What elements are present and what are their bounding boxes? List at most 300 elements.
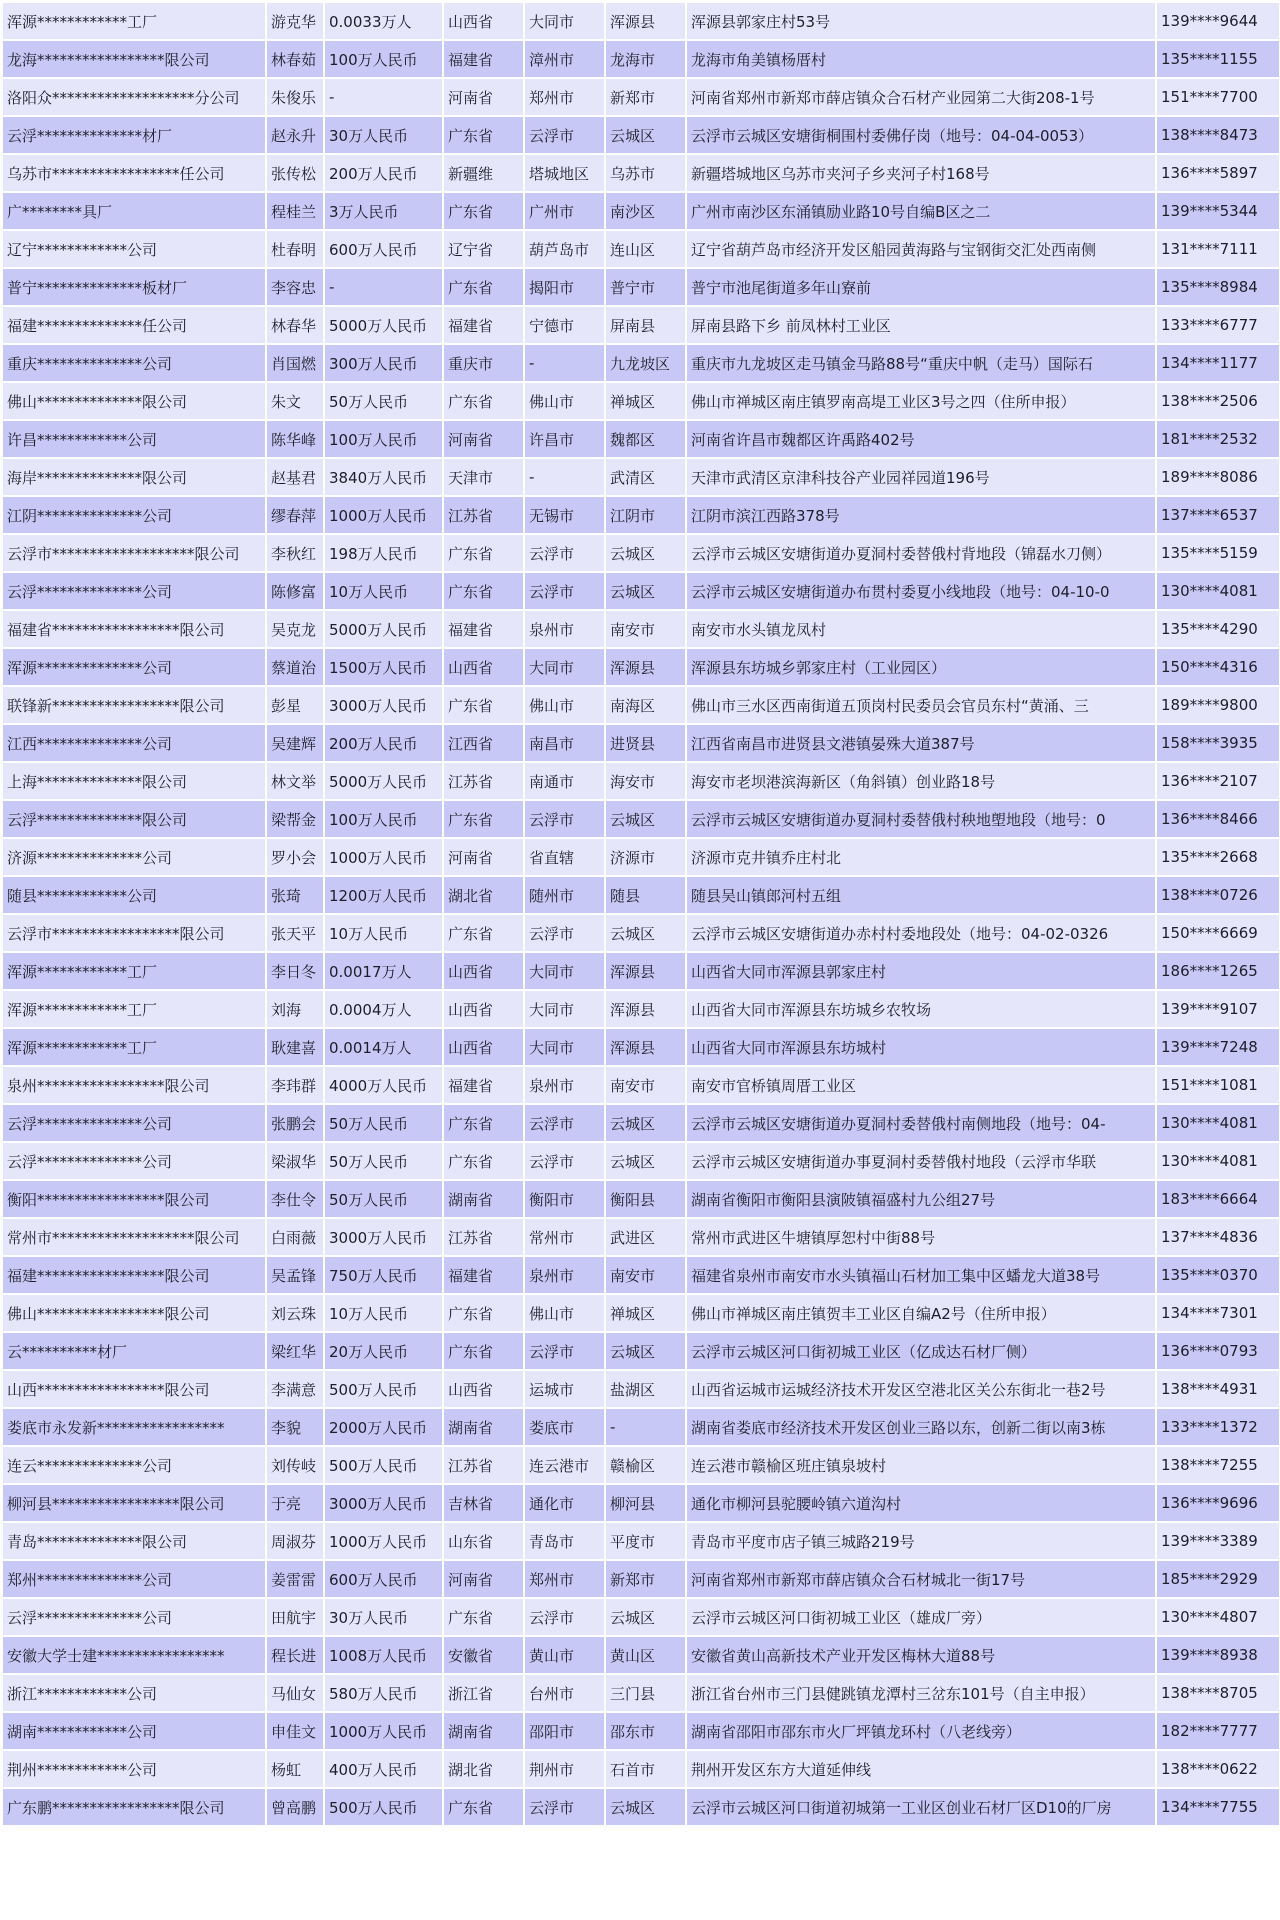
phone-cell: 139****5344	[1157, 193, 1279, 229]
registered-capital-cell: -	[325, 269, 442, 305]
table-row	[3, 687, 1279, 723]
legal-person-cell: 朱俊乐	[267, 79, 323, 115]
registered-capital-cell: 200万人民币	[325, 725, 442, 761]
city-cell: 常州市	[525, 1219, 604, 1255]
address-cell: 龙海市角美镇杨厝村	[687, 41, 1155, 77]
table-body	[3, 3, 1279, 1825]
district-cell: 南海区	[606, 687, 685, 723]
company-name-cell: 许昌************公司	[3, 421, 265, 457]
registered-capital-cell: 500万人民币	[325, 1789, 442, 1825]
district-cell: 柳河县	[606, 1485, 685, 1521]
company-name-cell: 云浮**************材厂	[3, 117, 265, 153]
address-cell: 江阴市滨江西路378号	[687, 497, 1155, 533]
province-cell: 广东省	[444, 117, 523, 153]
city-cell: 揭阳市	[525, 269, 604, 305]
city-cell: 云浮市	[525, 1105, 604, 1141]
district-cell: 云城区	[606, 1143, 685, 1179]
company-name-cell: 云**********材厂	[3, 1333, 265, 1369]
table-row	[3, 1485, 1279, 1521]
province-cell: 山西省	[444, 1029, 523, 1065]
table-row	[3, 1751, 1279, 1787]
legal-person-cell: 李秋红	[267, 535, 323, 571]
company-name-cell: 云浮**************公司	[3, 1599, 265, 1635]
legal-person-cell: 杜春明	[267, 231, 323, 267]
phone-cell: 139****7248	[1157, 1029, 1279, 1065]
registered-capital-cell: 580万人民币	[325, 1675, 442, 1711]
registered-capital-cell: 600万人民币	[325, 1561, 442, 1597]
phone-cell: 138****4931	[1157, 1371, 1279, 1407]
district-cell: 云城区	[606, 1333, 685, 1369]
address-cell: 河南省郑州市新郑市薛店镇众合石材产业园第二大街208-1号	[687, 79, 1155, 115]
registered-capital-cell: 1008万人民币	[325, 1637, 442, 1673]
legal-person-cell: 张传松	[267, 155, 323, 191]
company-name-cell: 安徽大学士建*****************	[3, 1637, 265, 1673]
legal-person-cell: 赵永升	[267, 117, 323, 153]
address-cell: 安徽省黄山高新技术产业开发区梅林大道88号	[687, 1637, 1155, 1673]
province-cell: 福建省	[444, 307, 523, 343]
address-cell: 山西省大同市浑源县东坊城村	[687, 1029, 1155, 1065]
registered-capital-cell: 2000万人民币	[325, 1409, 442, 1445]
city-cell: 广州市	[525, 193, 604, 229]
legal-person-cell: 肖国燃	[267, 345, 323, 381]
registered-capital-cell: 3000万人民币	[325, 687, 442, 723]
city-cell: 云浮市	[525, 117, 604, 153]
address-cell: 佛山市三水区西南街道五顶岗村民委员会官员东村“黄涌、三	[687, 687, 1155, 723]
district-cell: 南安市	[606, 611, 685, 647]
legal-person-cell: 李日冬	[267, 953, 323, 989]
address-cell: 荆州开发区东方大道延伸线	[687, 1751, 1155, 1787]
legal-person-cell: 张琦	[267, 877, 323, 913]
phone-cell: 136****2107	[1157, 763, 1279, 799]
registered-capital-cell: 0.0004万人	[325, 991, 442, 1027]
legal-person-cell: 刘传岐	[267, 1447, 323, 1483]
company-name-cell: 辽宁************公司	[3, 231, 265, 267]
legal-person-cell: 陈华峰	[267, 421, 323, 457]
registered-capital-cell: 50万人民币	[325, 383, 442, 419]
table-row	[3, 1371, 1279, 1407]
legal-person-cell: 赵基君	[267, 459, 323, 495]
registered-capital-cell: 300万人民币	[325, 345, 442, 381]
district-cell: 乌苏市	[606, 155, 685, 191]
registered-capital-cell: 0.0033万人	[325, 3, 442, 39]
registered-capital-cell: -	[325, 79, 442, 115]
city-cell: 漳州市	[525, 41, 604, 77]
company-name-cell: 佛山**************限公司	[3, 383, 265, 419]
company-name-cell: 浑源**************公司	[3, 649, 265, 685]
table-row	[3, 915, 1279, 951]
province-cell: 广东省	[444, 687, 523, 723]
company-name-cell: 浙江************公司	[3, 1675, 265, 1711]
district-cell: 石首市	[606, 1751, 685, 1787]
table-row	[3, 79, 1279, 115]
province-cell: 山西省	[444, 1371, 523, 1407]
city-cell: 随州市	[525, 877, 604, 913]
registered-capital-cell: 100万人民币	[325, 421, 442, 457]
registered-capital-cell: 1200万人民币	[325, 877, 442, 913]
city-cell: -	[525, 345, 604, 381]
province-cell: 重庆市	[444, 345, 523, 381]
company-name-cell: 乌苏市*****************任公司	[3, 155, 265, 191]
phone-cell: 134****1177	[1157, 345, 1279, 381]
table-row	[3, 839, 1279, 875]
district-cell: 黄山区	[606, 1637, 685, 1673]
table-row	[3, 801, 1279, 837]
address-cell: 佛山市禅城区南庄镇贺丰工业区自编A2号（住所申报）	[687, 1295, 1155, 1331]
company-name-cell: 浑源************工厂	[3, 991, 265, 1027]
address-cell: 湖南省衡阳市衡阳县演陂镇福盛村九公组27号	[687, 1181, 1155, 1217]
province-cell: 广东省	[444, 269, 523, 305]
table-row	[3, 1029, 1279, 1065]
province-cell: 广东省	[444, 573, 523, 609]
phone-cell: 181****2532	[1157, 421, 1279, 457]
company-name-cell: 云浮**************限公司	[3, 801, 265, 837]
city-cell: 泉州市	[525, 611, 604, 647]
address-cell: 山西省大同市浑源县郭家庄村	[687, 953, 1155, 989]
registered-capital-cell: 3000万人民币	[325, 1485, 442, 1521]
company-name-cell: 娄底市永发新*****************	[3, 1409, 265, 1445]
table-row	[3, 1143, 1279, 1179]
address-cell: 江西省南昌市进贤县文港镇晏殊大道387号	[687, 725, 1155, 761]
city-cell: 佛山市	[525, 1295, 604, 1331]
province-cell: 广东省	[444, 383, 523, 419]
city-cell: 娄底市	[525, 1409, 604, 1445]
province-cell: 湖北省	[444, 1751, 523, 1787]
city-cell: 云浮市	[525, 801, 604, 837]
city-cell: 宁德市	[525, 307, 604, 343]
company-name-cell: 浑源************工厂	[3, 1029, 265, 1065]
city-cell: 泉州市	[525, 1257, 604, 1293]
city-cell: 大同市	[525, 953, 604, 989]
registered-capital-cell: 20万人民币	[325, 1333, 442, 1369]
table-row	[3, 953, 1279, 989]
district-cell: 南沙区	[606, 193, 685, 229]
legal-person-cell: 李貌	[267, 1409, 323, 1445]
district-cell: 云城区	[606, 915, 685, 951]
address-cell: 海安市老坝港滨海新区（角斜镇）创业路18号	[687, 763, 1155, 799]
city-cell: 南通市	[525, 763, 604, 799]
company-name-cell: 佛山*****************限公司	[3, 1295, 265, 1331]
phone-cell: 136****0793	[1157, 1333, 1279, 1369]
legal-person-cell: 姜雷雷	[267, 1561, 323, 1597]
legal-person-cell: 马仙女	[267, 1675, 323, 1711]
phone-cell: 182****7777	[1157, 1713, 1279, 1749]
legal-person-cell: 吴建辉	[267, 725, 323, 761]
province-cell: 河南省	[444, 839, 523, 875]
province-cell: 浙江省	[444, 1675, 523, 1711]
address-cell: 河南省许昌市魏都区许禹路402号	[687, 421, 1155, 457]
table-row	[3, 307, 1279, 343]
city-cell: 佛山市	[525, 687, 604, 723]
registered-capital-cell: 1500万人民币	[325, 649, 442, 685]
phone-cell: 137****6537	[1157, 497, 1279, 533]
phone-cell: 189****9800	[1157, 687, 1279, 723]
table-row	[3, 459, 1279, 495]
company-name-cell: 常州市*******************限公司	[3, 1219, 265, 1255]
legal-person-cell: 蔡道治	[267, 649, 323, 685]
phone-cell: 138****0622	[1157, 1751, 1279, 1787]
district-cell: 衡阳县	[606, 1181, 685, 1217]
city-cell: 大同市	[525, 649, 604, 685]
address-cell: 云浮市云城区安塘街道办夏洞村委替俄村南侧地段（地号：04-	[687, 1105, 1155, 1141]
province-cell: 广东省	[444, 1333, 523, 1369]
phone-cell: 138****7255	[1157, 1447, 1279, 1483]
phone-cell: 151****7700	[1157, 79, 1279, 115]
city-cell: 荆州市	[525, 1751, 604, 1787]
province-cell: 山西省	[444, 953, 523, 989]
table-row	[3, 649, 1279, 685]
city-cell: 台州市	[525, 1675, 604, 1711]
legal-person-cell: 林春华	[267, 307, 323, 343]
phone-cell: 183****6664	[1157, 1181, 1279, 1217]
table-row	[3, 269, 1279, 305]
legal-person-cell: 林春茹	[267, 41, 323, 77]
district-cell: 禅城区	[606, 1295, 685, 1331]
address-cell: 云浮市云城区安塘街道办赤村村委地段处（地号：04-02-0326	[687, 915, 1155, 951]
address-cell: 云浮市云城区安塘街道办夏洞村委替俄村背地段（锦磊水刀侧）	[687, 535, 1155, 571]
registered-capital-cell: 100万人民币	[325, 41, 442, 77]
province-cell: 江苏省	[444, 1219, 523, 1255]
table-row	[3, 573, 1279, 609]
province-cell: 广东省	[444, 1143, 523, 1179]
province-cell: 江苏省	[444, 763, 523, 799]
city-cell: 葫芦岛市	[525, 231, 604, 267]
table-row	[3, 877, 1279, 913]
company-name-cell: 柳河县*****************限公司	[3, 1485, 265, 1521]
province-cell: 湖南省	[444, 1409, 523, 1445]
city-cell: 郑州市	[525, 1561, 604, 1597]
registered-capital-cell: 600万人民币	[325, 231, 442, 267]
phone-cell: 139****9644	[1157, 3, 1279, 39]
province-cell: 福建省	[444, 611, 523, 647]
table-row	[3, 117, 1279, 153]
phone-cell: 150****6669	[1157, 915, 1279, 951]
phone-cell: 137****4836	[1157, 1219, 1279, 1255]
address-cell: 青岛市平度市店子镇三城路219号	[687, 1523, 1155, 1559]
district-cell: 云城区	[606, 1599, 685, 1635]
district-cell: 魏都区	[606, 421, 685, 457]
company-name-cell: 上海**************限公司	[3, 763, 265, 799]
province-cell: 江苏省	[444, 497, 523, 533]
province-cell: 山西省	[444, 3, 523, 39]
legal-person-cell: 刘海	[267, 991, 323, 1027]
registered-capital-cell: 3万人民币	[325, 193, 442, 229]
registered-capital-cell: 50万人民币	[325, 1143, 442, 1179]
address-cell: 连云港市赣榆区班庄镇泉坡村	[687, 1447, 1155, 1483]
phone-cell: 139****9107	[1157, 991, 1279, 1027]
registered-capital-cell: 50万人民币	[325, 1181, 442, 1217]
city-cell: 云浮市	[525, 1789, 604, 1825]
company-name-cell: 龙海*****************限公司	[3, 41, 265, 77]
address-cell: 广州市南沙区东涌镇励业路10号自编B区之二	[687, 193, 1155, 229]
address-cell: 云浮市云城区河口街初城工业区（雄成厂旁）	[687, 1599, 1155, 1635]
registered-capital-cell: 1000万人民币	[325, 1713, 442, 1749]
phone-cell: 133****1372	[1157, 1409, 1279, 1445]
address-cell: 辽宁省葫芦岛市经济开发区船园黄海路与宝钢街交汇处西南侧	[687, 231, 1155, 267]
province-cell: 安徽省	[444, 1637, 523, 1673]
province-cell: 福建省	[444, 1257, 523, 1293]
legal-person-cell: 白雨薇	[267, 1219, 323, 1255]
table-row	[3, 1789, 1279, 1825]
district-cell: 海安市	[606, 763, 685, 799]
legal-person-cell: 程长进	[267, 1637, 323, 1673]
company-name-cell: 福建**************任公司	[3, 307, 265, 343]
registered-capital-cell: 1000万人民币	[325, 497, 442, 533]
province-cell: 湖南省	[444, 1181, 523, 1217]
table-row	[3, 345, 1279, 381]
phone-cell: 133****6777	[1157, 307, 1279, 343]
phone-cell: 139****8938	[1157, 1637, 1279, 1673]
registered-capital-cell: 0.0014万人	[325, 1029, 442, 1065]
company-name-cell: 普宁**************板材厂	[3, 269, 265, 305]
table-row	[3, 1713, 1279, 1749]
province-cell: 河南省	[444, 421, 523, 457]
province-cell: 辽宁省	[444, 231, 523, 267]
company-name-cell: 随县************公司	[3, 877, 265, 913]
phone-cell: 135****1155	[1157, 41, 1279, 77]
registered-capital-cell: 750万人民币	[325, 1257, 442, 1293]
address-cell: 湖南省娄底市经济技术开发区创业三路以东，创新二街以南3栋	[687, 1409, 1155, 1445]
city-cell: 云浮市	[525, 1599, 604, 1635]
address-cell: 重庆市九龙坡区走马镇金马路88号“重庆中帆（走马）国际石	[687, 345, 1155, 381]
legal-person-cell: 耿建喜	[267, 1029, 323, 1065]
table-row	[3, 1105, 1279, 1141]
phone-cell: 136****8466	[1157, 801, 1279, 837]
address-cell: 南安市官桥镇周厝工业区	[687, 1067, 1155, 1103]
city-cell: 云浮市	[525, 1143, 604, 1179]
legal-person-cell: 彭星	[267, 687, 323, 723]
registered-capital-cell: 200万人民币	[325, 155, 442, 191]
company-name-cell: 泉州*****************限公司	[3, 1067, 265, 1103]
province-cell: 福建省	[444, 1067, 523, 1103]
city-cell: 大同市	[525, 3, 604, 39]
table-row	[3, 1599, 1279, 1635]
district-cell: 济源市	[606, 839, 685, 875]
district-cell: 浑源县	[606, 953, 685, 989]
legal-person-cell: 张天平	[267, 915, 323, 951]
address-cell: 南安市水头镇龙凤村	[687, 611, 1155, 647]
district-cell: 普宁市	[606, 269, 685, 305]
registered-capital-cell: 400万人民币	[325, 1751, 442, 1787]
company-name-cell: 云浮**************公司	[3, 573, 265, 609]
city-cell: 衡阳市	[525, 1181, 604, 1217]
legal-person-cell: 李容忠	[267, 269, 323, 305]
district-cell: 云城区	[606, 801, 685, 837]
company-name-cell: 郑州**************公司	[3, 1561, 265, 1597]
table-row	[3, 1523, 1279, 1559]
address-cell: 云浮市云城区安塘街桐围村委佛仔岗（地号：04-04-0053）	[687, 117, 1155, 153]
company-name-cell: 湖南************公司	[3, 1713, 265, 1749]
registered-capital-cell: 0.0017万人	[325, 953, 442, 989]
legal-person-cell: 梁淑华	[267, 1143, 323, 1179]
company-name-cell: 云浮**************公司	[3, 1105, 265, 1141]
district-cell: 江阴市	[606, 497, 685, 533]
company-name-cell: 云浮**************公司	[3, 1143, 265, 1179]
company-name-cell: 广********具厂	[3, 193, 265, 229]
table-row	[3, 1181, 1279, 1217]
city-cell: 无锡市	[525, 497, 604, 533]
company-name-cell: 江阴**************公司	[3, 497, 265, 533]
address-cell: 济源市克井镇乔庄村北	[687, 839, 1155, 875]
city-cell: 泉州市	[525, 1067, 604, 1103]
table-row	[3, 1257, 1279, 1293]
table-row	[3, 611, 1279, 647]
company-name-cell: 衡阳*****************限公司	[3, 1181, 265, 1217]
registered-capital-cell: 10万人民币	[325, 573, 442, 609]
registered-capital-cell: 5000万人民币	[325, 763, 442, 799]
phone-cell: 185****2929	[1157, 1561, 1279, 1597]
phone-cell: 130****4081	[1157, 573, 1279, 609]
city-cell: 运城市	[525, 1371, 604, 1407]
city-cell: 省直辖	[525, 839, 604, 875]
district-cell: 龙海市	[606, 41, 685, 77]
city-cell: 云浮市	[525, 573, 604, 609]
address-cell: 浑源县东坊城乡郭家庄村（工业园区）	[687, 649, 1155, 685]
phone-cell: 189****8086	[1157, 459, 1279, 495]
address-cell: 云浮市云城区安塘街道办事夏洞村委替俄村地段（云浮市华联	[687, 1143, 1155, 1179]
city-cell: 大同市	[525, 1029, 604, 1065]
registered-capital-cell: 4000万人民币	[325, 1067, 442, 1103]
legal-person-cell: 缪春萍	[267, 497, 323, 533]
legal-person-cell: 申佳文	[267, 1713, 323, 1749]
address-cell: 通化市柳河县驼腰岭镇六道沟村	[687, 1485, 1155, 1521]
province-cell: 山西省	[444, 991, 523, 1027]
registered-capital-cell: 1000万人民币	[325, 839, 442, 875]
address-cell: 常州市武进区牛塘镇厚恕村中街88号	[687, 1219, 1155, 1255]
registered-capital-cell: 5000万人民币	[325, 307, 442, 343]
phone-cell: 136****9696	[1157, 1485, 1279, 1521]
table-row	[3, 421, 1279, 457]
table-row	[3, 1219, 1279, 1255]
district-cell: 云城区	[606, 117, 685, 153]
province-cell: 广东省	[444, 1789, 523, 1825]
district-cell: 云城区	[606, 1105, 685, 1141]
legal-person-cell: 梁帮金	[267, 801, 323, 837]
phone-cell: 151****1081	[1157, 1067, 1279, 1103]
district-cell: 新郑市	[606, 1561, 685, 1597]
district-cell: 浑源县	[606, 3, 685, 39]
address-cell: 普宁市池尾街道多年山寮前	[687, 269, 1155, 305]
phone-cell: 135****4290	[1157, 611, 1279, 647]
table-row	[3, 1675, 1279, 1711]
registered-capital-cell: 500万人民币	[325, 1447, 442, 1483]
phone-cell: 186****1265	[1157, 953, 1279, 989]
company-name-cell: 福建省*****************限公司	[3, 611, 265, 647]
district-cell: 南安市	[606, 1257, 685, 1293]
phone-cell: 135****0370	[1157, 1257, 1279, 1293]
legal-person-cell: 陈修富	[267, 573, 323, 609]
district-cell: 武进区	[606, 1219, 685, 1255]
district-cell: 赣榆区	[606, 1447, 685, 1483]
table-row	[3, 1067, 1279, 1103]
address-cell: 云浮市云城区河口街初城工业区（亿成达石材厂侧）	[687, 1333, 1155, 1369]
province-cell: 新疆维	[444, 155, 523, 191]
city-cell: 云浮市	[525, 915, 604, 951]
phone-cell: 138****8705	[1157, 1675, 1279, 1711]
province-cell: 福建省	[444, 41, 523, 77]
company-name-cell: 洛阳众*******************分公司	[3, 79, 265, 115]
district-cell: 云城区	[606, 535, 685, 571]
company-name-cell: 浑源************工厂	[3, 3, 265, 39]
legal-person-cell: 周淑芬	[267, 1523, 323, 1559]
legal-person-cell: 游克华	[267, 3, 323, 39]
legal-person-cell: 李玮群	[267, 1067, 323, 1103]
phone-cell: 138****8473	[1157, 117, 1279, 153]
phone-cell: 135****2668	[1157, 839, 1279, 875]
registered-capital-cell: 500万人民币	[325, 1371, 442, 1407]
table-row	[3, 1295, 1279, 1331]
company-name-cell: 云浮市*******************限公司	[3, 535, 265, 571]
company-name-cell: 浑源************工厂	[3, 953, 265, 989]
